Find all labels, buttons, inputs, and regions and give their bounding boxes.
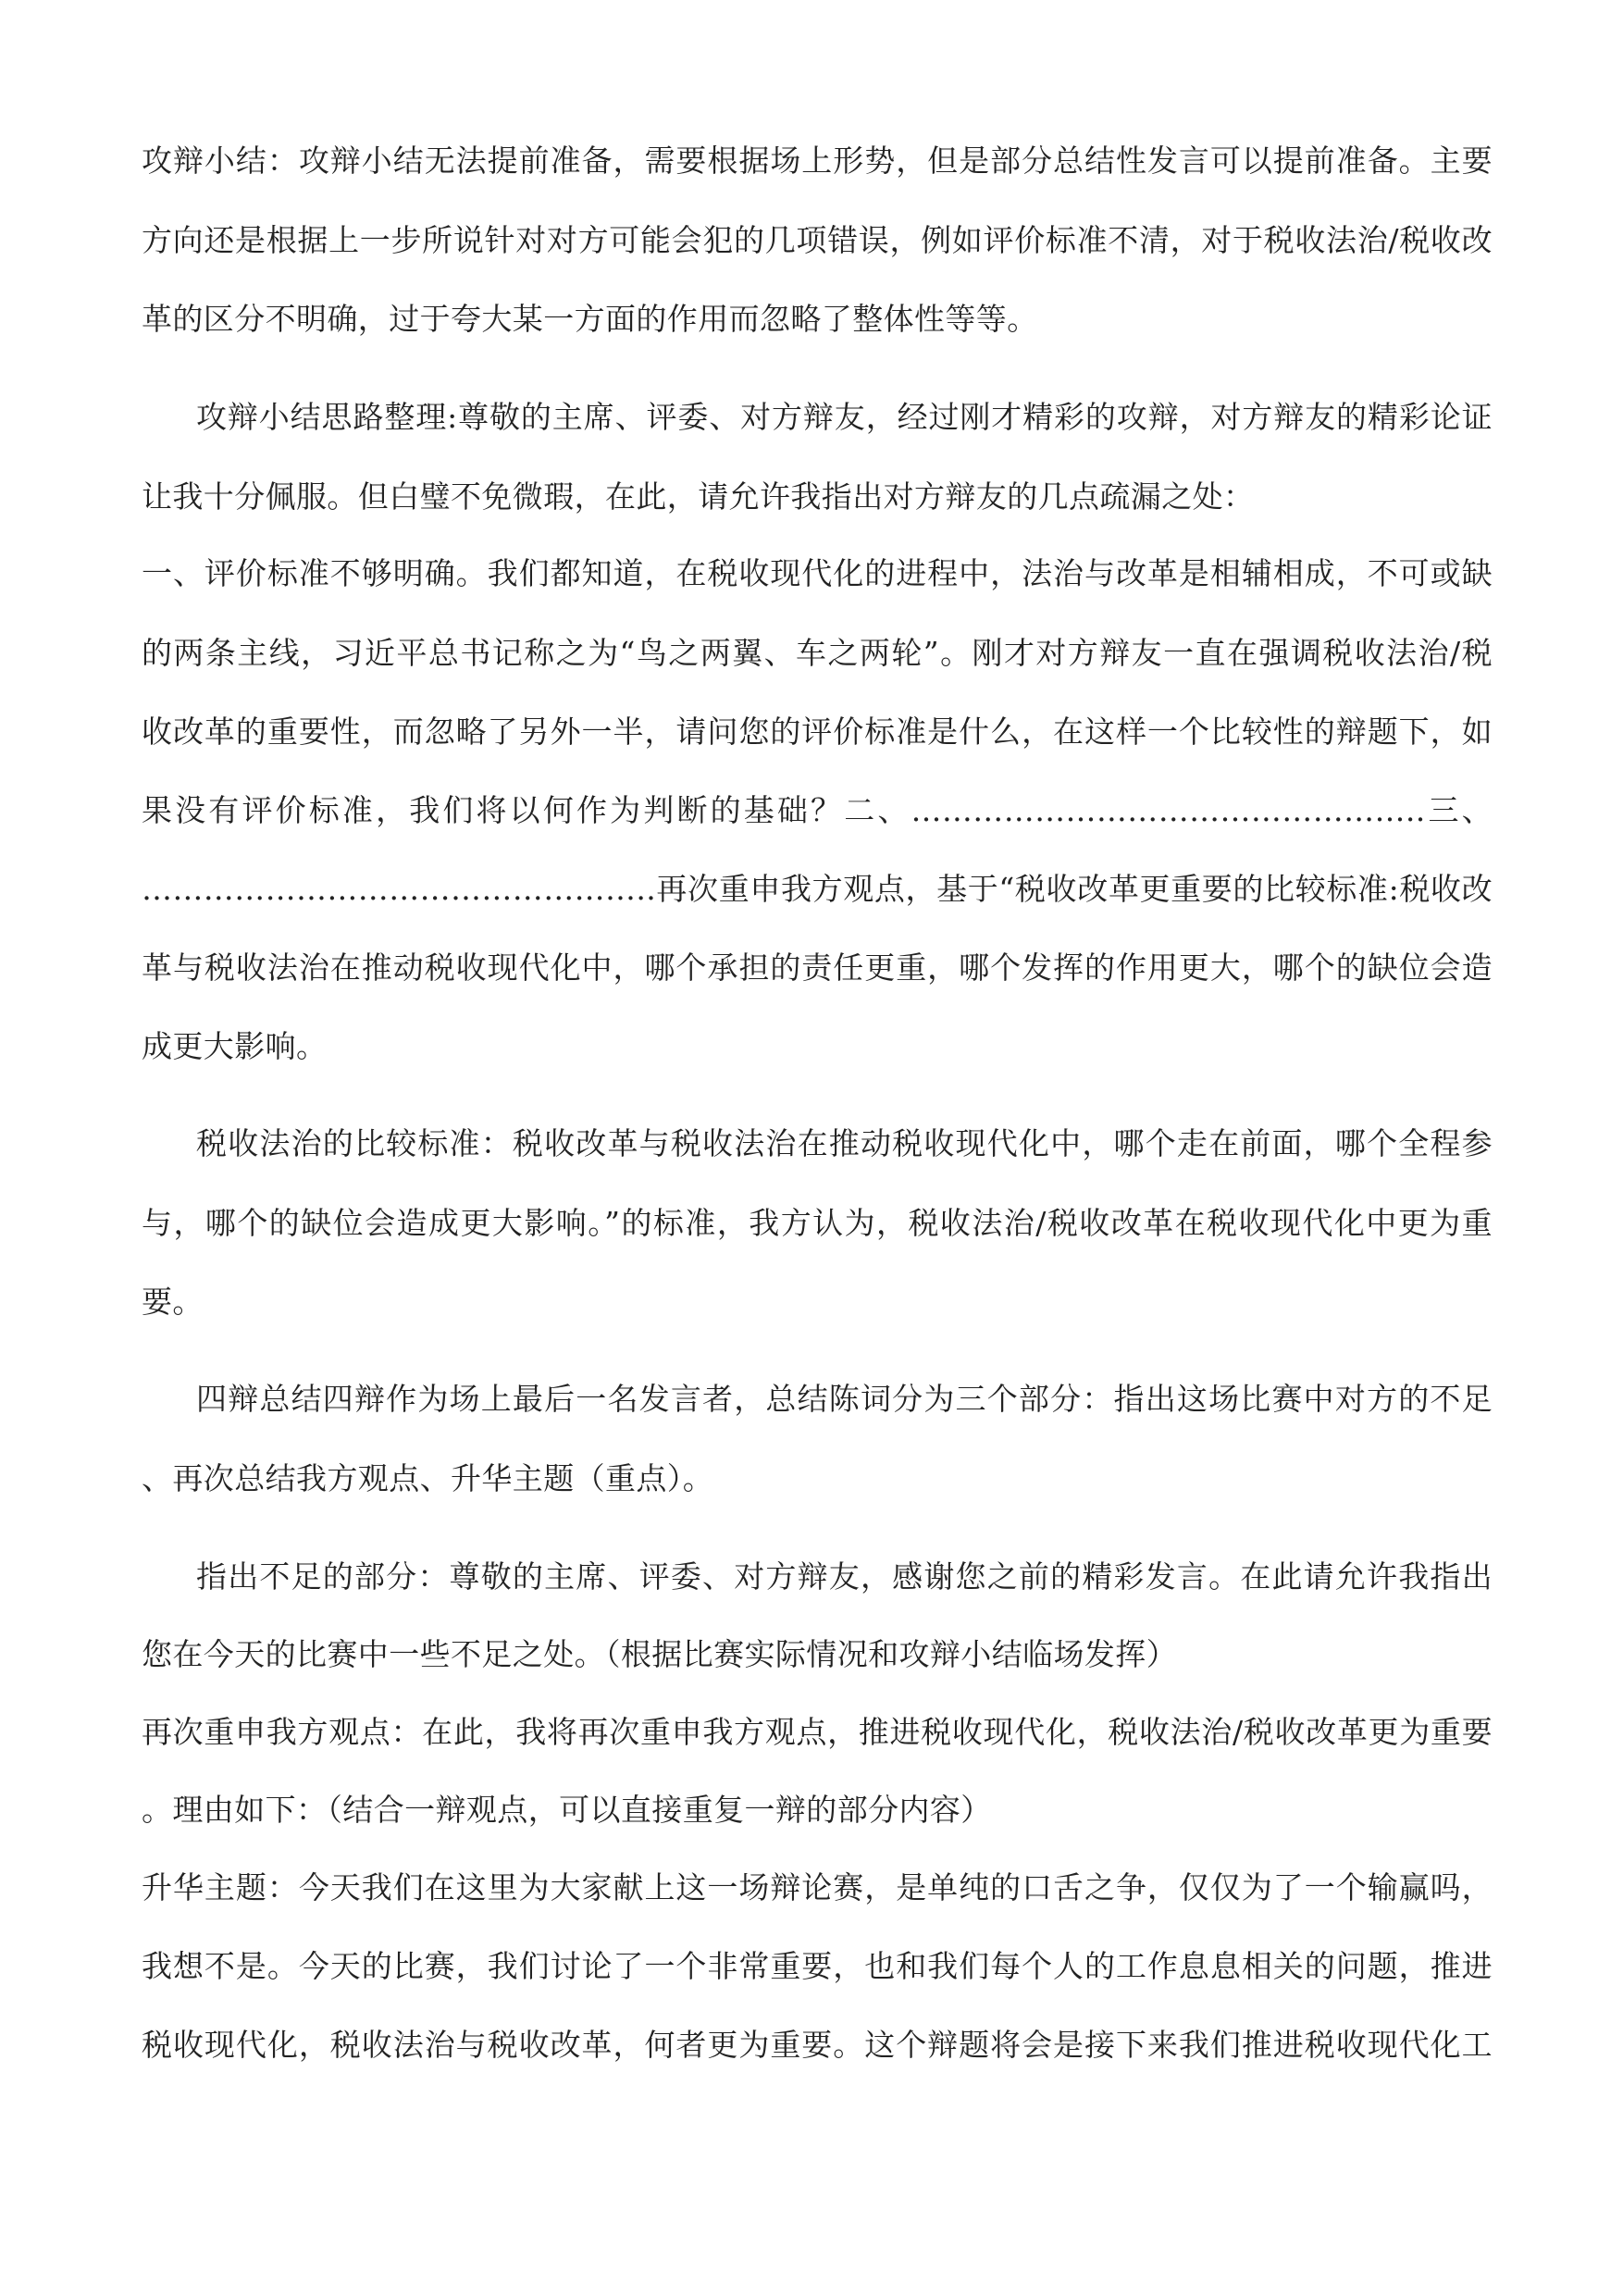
text-line: 升华主题：今天我们在这里为大家献上这一场辩论赛，是单纯的口舌之争，仅仅为了一个输赢吗， xyxy=(142,1869,1493,1905)
text-line: 要。 xyxy=(142,1284,204,1320)
text-line: 您在今天的比赛中一些不足之处。（根据比赛实际情况和攻辩小结临场发挥） xyxy=(142,1636,1178,1672)
text-line: 攻辩小结思路整理:尊敬的主席、评委、对方辩友，经过刚才精彩的攻辩，对方辩友的精彩论证 xyxy=(196,399,1493,435)
text-line: 与，哪个的缺位会造成更大影响。”的标准，我方认为，税收法治/税收改革在税收现代化中更为重 xyxy=(142,1205,1493,1241)
text-line: 税收法治的比较标准：税收改革与税收法治在推动税收现代化中，哪个走在前面，哪个全程参 xyxy=(196,1125,1493,1161)
text-line: 成更大影响。 xyxy=(142,1028,328,1064)
text-line: 收改革的重要性，而忽略了另外一半，请问您的评价标准是什么，在这样一个比较性的辩题下，如 xyxy=(142,714,1493,750)
text-line: 一、评价标准不够明确。我们都知道，在税收现代化的进程中，法治与改革是相辅相成，不可或缺 xyxy=(142,555,1493,591)
text-line: 让我十分佩服。但白璧不免微瑕，在此，请允许我指出对方辩友的几点疏漏之处： xyxy=(142,478,1255,515)
text-line: 、再次总结我方观点、升华主题（重点）。 xyxy=(142,1460,714,1496)
text-line: 税收现代化，税收法治与税收改革，何者更为重要。这个辩题将会是接下来我们推进税收现代化工 xyxy=(142,2027,1493,2063)
text-line: 果没有评价标准，我们将以何作为判断的基础？二、…………………………………………..三、 xyxy=(142,792,1493,828)
text-line: 方向还是根据上一步所说针对对方可能会犯的几项错误，例如评价标准不清，对于税收法治/税收改 xyxy=(142,222,1493,258)
text-line: 指出不足的部分：尊敬的主席、评委、对方辩友，感谢您之前的精彩发言。在此请允许我指出 xyxy=(196,1558,1493,1595)
text-line: 四辩总结四辩作为场上最后一名发言者，总结陈词分为三个部分：指出这场比赛中对方的不足 xyxy=(196,1381,1493,1417)
text-line: 革的区分不明确，过于夸大某一方面的作用而忽略了整体性等等。 xyxy=(142,301,1038,337)
text-line: …………………………………………..再次重申我方观点，基于“税收改革更重要的比较标准:税收改 xyxy=(142,871,1493,907)
text-line: 。理由如下：（结合一辩观点，可以直接重复一辩的部分内容） xyxy=(142,1792,992,1828)
text-line: 革与税收法治在推动税收现代化中，哪个承担的责任更重，哪个发挥的作用更大，哪个的缺位会造 xyxy=(142,949,1493,986)
text-line: 我想不是。今天的比赛，我们讨论了一个非常重要，也和我们每个人的工作息息相关的问题，推进 xyxy=(142,1948,1493,1984)
text-line: 再次重申我方观点：在此，我将再次重申我方观点，推进税收现代化，税收法治/税收改革更为重要 xyxy=(142,1714,1493,1750)
text-line: 攻辩小结：攻辩小结无法提前准备，需要根据场上形势，但是部分总结性发言可以提前准备。主要 xyxy=(142,143,1493,179)
text-line: 的两条主线，习近平总书记称之为“鸟之两翼、车之两轮”。刚才对方辩友一直在强调税收法治/税 xyxy=(142,635,1493,671)
